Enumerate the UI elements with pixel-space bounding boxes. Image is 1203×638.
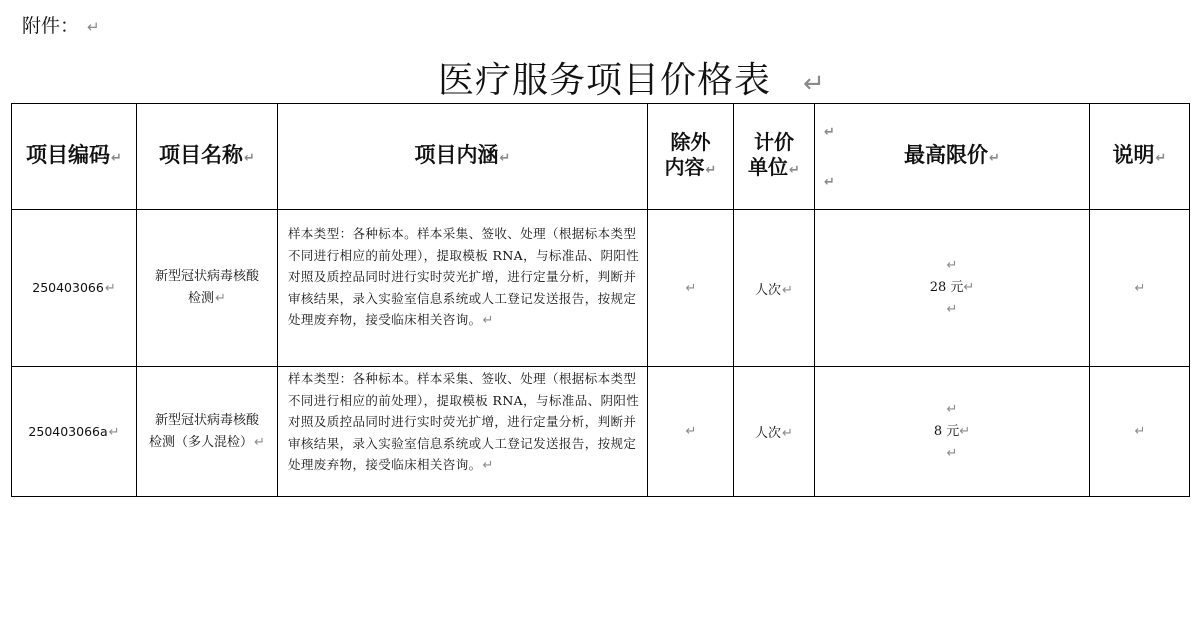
paragraph-mark-icon: ↵ [87, 18, 100, 36]
cell-code: 250403066↵ [12, 210, 137, 367]
paragraph-mark-icon: ↵ [1134, 280, 1146, 296]
paragraph-mark-icon: ↵ [1155, 150, 1167, 166]
document-title [438, 52, 826, 103]
table-row [12, 210, 1190, 367]
paragraph-mark-icon: ↵ [782, 282, 793, 298]
attachment-label [22, 11, 100, 38]
header-unit: 计价 单位↵ [734, 104, 815, 210]
paragraph-mark-icon: ↵ [215, 291, 226, 306]
cell-max-price: ↵ 8 元↵ ↵ [815, 367, 1090, 497]
paragraph-mark-icon: ↵ [782, 426, 793, 441]
paragraph-mark-icon: ↵ [963, 280, 975, 295]
paragraph-mark-icon: ↵ [108, 424, 120, 440]
table-row [12, 367, 1190, 497]
paragraph-mark-icon: ↵ [705, 163, 717, 178]
cell-note [1090, 210, 1190, 367]
header-excluded: 除外 内容↵ [648, 104, 734, 210]
header-code: 项目编码↵ [12, 104, 137, 210]
header-max-price: ↵ 最高限价↵ ↵ [815, 104, 1090, 210]
paragraph-mark-icon: ↵ [104, 281, 116, 296]
paragraph-mark-icon: ↵ [482, 313, 494, 328]
attachment-label-text: 附件： [22, 15, 80, 37]
cell-code: 250403066a↵ [12, 367, 137, 497]
paragraph-mark-icon: ↵ [254, 434, 265, 450]
paragraph-mark-icon: ↵ [824, 175, 835, 190]
cell-excluded [648, 210, 734, 367]
header-content: 项目内涵↵ [278, 104, 648, 210]
paragraph-mark-icon: ↵ [989, 150, 1000, 166]
header-name: 项目名称↵ [137, 104, 278, 210]
cell-name: 新型冠状病毒核酸 检测↵ [137, 210, 278, 367]
cell-unit: 人次↵ [734, 367, 815, 497]
cell-content: 样本类型：各种标本。样本采集、签收、处理（根据标本类型不同进行相应的前处理），提取模板 RNA，与标准品、阴阳性对照及质控品同时进行实时荧光扩增，进行定量分析，判断并审核结果，录入实验室信息系统或人工登记发送报告，按规定处理废弃物，接受临床相关咨询。↵ [278, 210, 648, 367]
cell-name: 新型冠状病毒核酸 检测（多人混检）↵ [137, 367, 278, 497]
paragraph-mark-icon: ↵ [959, 423, 971, 439]
paragraph-mark-icon: ↵ [499, 150, 511, 166]
cell-max-price: ↵ 28 元↵ ↵ [815, 210, 1090, 367]
paragraph-mark-icon: ↵ [946, 302, 958, 317]
paragraph-mark-icon: ↵ [824, 125, 835, 140]
cell-excluded [648, 367, 734, 497]
paragraph-mark-icon: ↵ [685, 280, 697, 296]
paragraph-mark-icon: ↵ [1134, 424, 1146, 439]
cell-unit: 人次↵ [734, 210, 815, 367]
paragraph-mark-icon: ↵ [789, 163, 800, 178]
cell-note [1090, 367, 1190, 497]
paragraph-mark-icon: ↵ [685, 424, 697, 439]
paragraph-mark-icon: ↵ [244, 150, 255, 166]
price-table [11, 103, 1190, 497]
document-title-text: 医疗服务项目价格表 [438, 60, 772, 101]
paragraph-mark-icon: ↵ [803, 69, 826, 99]
paragraph-mark-icon: ↵ [946, 258, 958, 273]
paragraph-mark-icon: ↵ [482, 458, 494, 473]
paragraph-mark-icon: ↵ [946, 401, 958, 417]
table-header-row [12, 104, 1190, 210]
paragraph-mark-icon: ↵ [946, 445, 958, 461]
paragraph-mark-icon: ↵ [111, 150, 122, 166]
header-note: 说明↵ [1090, 104, 1190, 210]
cell-content: 样本类型：各种标本。样本采集、签收、处理（根据标本类型不同进行相应的前处理），提取模板 RNA，与标准品、阴阳性对照及质控品同时进行实时荧光扩增，进行定量分析，判断并审核结果，录入实验室信息系统或人工登记发送报告，按规定处理废弃物，接受临床相关咨询。↵ [278, 367, 648, 497]
